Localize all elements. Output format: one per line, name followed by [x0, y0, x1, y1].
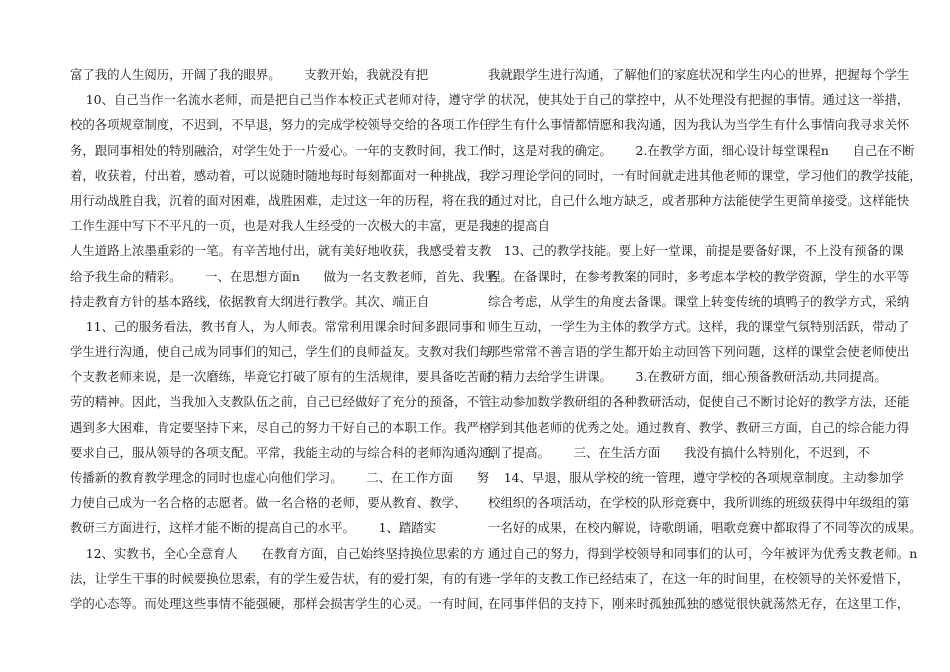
left-column	[70, 62, 504, 616]
text-line: 到了提高。 三、在生活方面 我没有搞什么特别化，不迟到，不	[488, 444, 870, 460]
text-line: 个支教老师来说，是一次磨练，毕竟它打破了原有的生活规律，要具备吃苦耐	[70, 369, 492, 385]
text-line: 14、早退，服从学校的统一管理，遵守学校的各项规章制度。主动参加学	[488, 470, 904, 485]
text-line: 人生道路上浓墨重彩的一笔。有辛苦地付出，就有美好地收获，我感受着支教	[70, 243, 492, 259]
text-line: 学生有什么事情都情愿和我沟通，因为我认为当学生有什么事情向我寻求关怀	[488, 117, 910, 133]
text-line: 程。在备课时，在参考教案的同时，多考虑本学校的教学资源，学生的水平等	[488, 268, 910, 284]
text-line: 的精力去给学生讲课。 3.在教研方面，细心预备教研活动,共同提高。	[488, 369, 887, 385]
text-line: 11、己的服务看法，教书育人，为人师表。常常利用课余时间多跟同事和	[70, 318, 486, 334]
text-line: 工作生涯中写下不平凡的一页，也是对我人生经受的一次极大的丰富，更是我	[70, 218, 492, 234]
text-line: 一名好的成果，在校内解说，诗歌朗诵，唱歌竞赛中都取得了不同等次的成果。	[488, 520, 922, 536]
text-line: 通过自己的努力，得到学校领导和同事们的认可，今年被评为优秀支教老师。n	[488, 545, 918, 561]
text-line: 时，这是对我的确定。 2.在教学方面，细心设计每堂课程n 自己在不断	[488, 142, 915, 158]
text-line: 持走教育方针的基本路线，依据教育大纲进行教学。其次、端正自	[70, 293, 430, 309]
text-line: 主动参加数学教研组的各种教研活动，促使自己不断讨论好的教学方法，还能	[488, 394, 910, 410]
text-line: 传播新的教育教学理念的同时也虚心向他们学习。 二、在工作方面 努	[70, 470, 489, 485]
text-line: 13、己的教学技能。要上好一堂课，前提是要备好课，不上没有预备的课	[488, 243, 904, 259]
text-line: 我就跟学生进行沟通，了解他们的家庭状况和学生内心的世界，把握每个学生	[488, 67, 910, 82]
text-line: 法，让学生干事的时候要换位思索，有的学生爱告状，有的爱打架，有的有逃	[70, 570, 492, 586]
text-line: 学到其他老师的优秀之处。通过教育、教学、教研三方面，自己的综合能力得	[488, 419, 910, 435]
text-line: 综合考虑，从学生的角度去备课。课堂上转变传统的填鸭子的教学方式，采纳	[488, 293, 910, 309]
text-line: 在同事伴侣的支持下，刚来时孤独孤独的感觉很快就荡然无存，在这里工作，	[488, 595, 910, 611]
text-line: 学的心态等。而处理这些事情不能强硬，那样会损害学生的心灵。一有时间，	[70, 595, 492, 611]
text-line: 通过对比，自己什么地方缺乏，或者那种方法能使学生更简单接受。这样能快	[488, 192, 910, 208]
text-line: 12、实教书，全心全意育人 在教育方面，自己始终坚持换位思索的方	[70, 545, 485, 561]
text-line: 速的提高自	[488, 218, 550, 234]
text-line: 师生互动，一学生为主体的教学方式。这样，我的课堂气氛特别活跃，带动了	[488, 318, 910, 334]
text-line: 校组织的各项活动，在学校的队形竞赛中，我所训练的班级获得中年级组的第	[488, 495, 910, 511]
text-line: 要求自己，服从领导的各项支配。平常，我能主动的与综合科的老师沟通沟通，	[70, 444, 504, 460]
text-line: 那些常常不善言语的学生都开始主动回答下列问题，这样的课堂会使老师使出	[488, 344, 910, 360]
text-line: 一学年的支教工作已经结束了，在这一年的时间里，在校领导的关怀爱惜下，	[488, 570, 910, 586]
text-line: 教研三方面进行，这样才能不断的提高自己的水平。 1、踏踏实	[70, 520, 437, 536]
text-line: 富了我的人生阅历，开阔了我的眼界。 支教开始，我就没有把	[70, 67, 429, 82]
text-line: 遇到多大困难，肯定要坚持下来，尽自己的努力干好自己的本职工作。我严格	[70, 419, 492, 435]
text-line: 务，跟同事相处的特别融洽，对学生处于一片爱心。一年的支教时间，我工作	[70, 142, 492, 158]
text-line: 力使自己成为一名合格的志愿者。做一名合格的老师，要从教育、教学、	[70, 495, 467, 511]
right-column	[488, 62, 922, 616]
text-line: 劳的精神。因此，当我加入支教队伍之前，自己已经做好了充分的预备，不管	[70, 394, 492, 410]
text-line: 着，收获着，付出着，感动着，可以说随时随地每时每刻都面对一种挑战，我	[70, 167, 492, 183]
text-line: 学习理论学问的同时，一有时间就走进其他老师的课堂，学习他们的教学技能，	[488, 167, 922, 183]
text-line: 的状况，使其处于自己的掌控中，从不处理没有把握的事情。通过这一举措，	[488, 92, 910, 108]
text-line: 学生进行沟通，使自己成为同事们的知己，学生们的良师益友。支教对我们每	[70, 344, 492, 360]
text-line: 用行动战胜自我，沉着的面对困难，战胜困难，走过这一年的历程，将在我的	[70, 192, 492, 208]
text-line: 给予我生命的精彩。 一、在思想方面n 做为一名支教老师，首先、我坚	[70, 268, 497, 284]
text-line: 校的各项规章制度，不迟到，不早退，努力的完成学校领导交给的各项工作任	[70, 117, 492, 133]
text-line: 10、自己当作一名流水老师，而是把自己当作本校正式老师对待，遵守学	[70, 92, 486, 108]
